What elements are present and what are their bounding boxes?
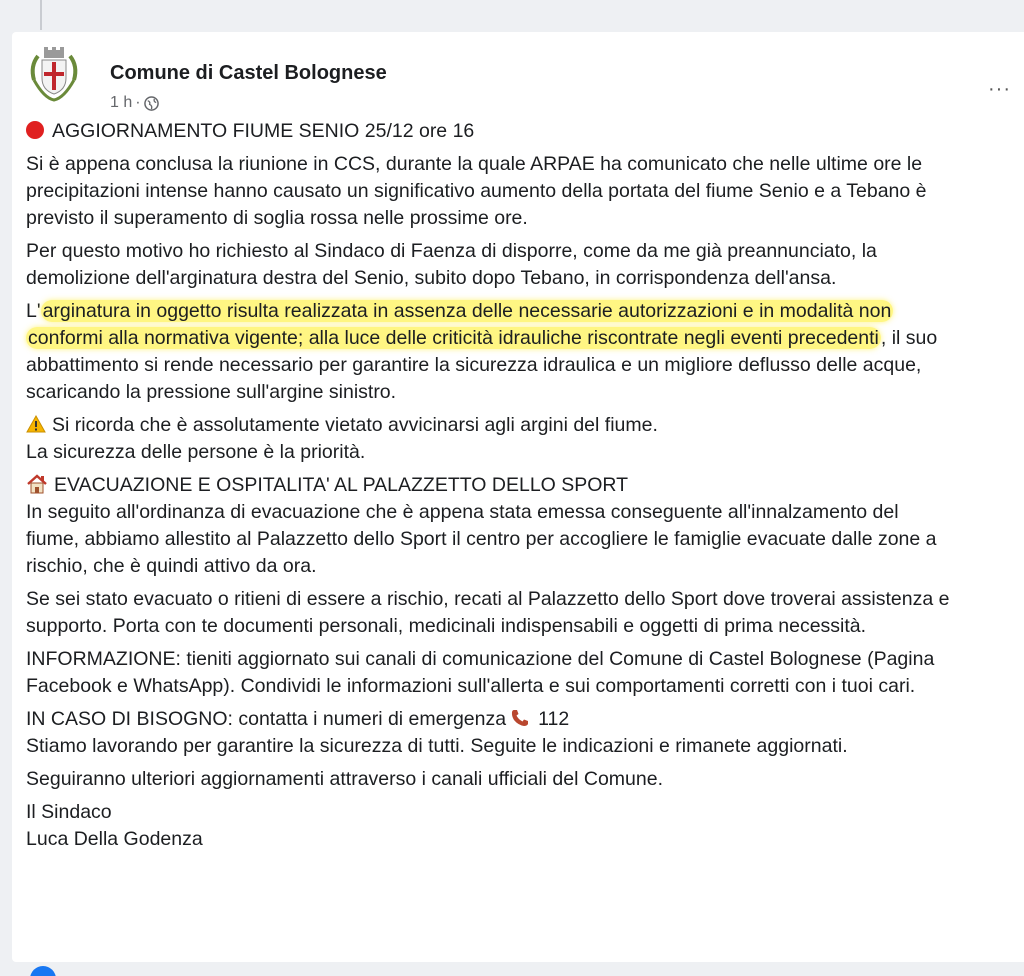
paragraph-line: Stiamo lavorando per garantire la sicurezza di tutti. Seguite le indicazioni e rimanete aggiornati. [26,735,848,757]
evacuation-title: EVACUAZIONE E OSPITALITA' AL PALAZZETTO DELLO SPORT [54,474,629,496]
red-circle-icon [26,121,44,139]
paragraph-6 [26,646,1024,700]
paragraph-line: Se sei stato evacuato o ritieni di essere a rischio, recati al Palazzetto dello Sport dove troverai assistenza e [26,588,950,610]
paragraph-line: demolizione dell'arginatura destra del Senio, subito dopo Tebano, in corrispondenza dell'ansa. [26,267,837,289]
text-segment: , il suo [880,327,938,349]
post-meta [110,94,159,112]
paragraph-3 [26,298,1024,406]
signature-role: Il Sindaco [26,801,112,823]
paragraph-8: Seguiranno ulteriori aggiornamenti attraverso i canali ufficiali del Comune. [26,768,663,790]
meta-separator: · [135,94,141,111]
post-title-line [26,118,1024,145]
paragraph-line [26,412,1024,439]
post-title: AGGIORNAMENTO FIUME SENIO 25/12 ore 16 [52,120,475,142]
post-body [26,118,1024,853]
globe-icon[interactable] [144,96,159,111]
paragraph-line: La sicurezza delle persone è la priorità. [26,441,366,463]
facebook-post [12,32,1024,962]
signature [26,799,1024,853]
warning-icon [26,414,46,432]
paragraph-line: scaricando la pressione sull'argine sinistro. [26,381,397,403]
text-segment: IN CASO DI BISOGNO: contatta i numeri di emergenza [26,708,507,730]
highlighted-text: conformi alla normativa vigente; alla luce delle criticità idrauliche riscontrate negli eventi precedenti [28,327,879,349]
page-name-link[interactable]: Comune di Castel Bolognese [110,62,387,84]
more-options-button[interactable]: ··· [988,78,1011,100]
paragraph-line: In seguito all'ordinanza di evacuazione che è appena stata emessa conseguente all'innalzamento del [26,501,899,523]
signature-name: Luca Della Godenza [26,828,203,850]
emergency-number: 112 [538,708,570,730]
evacuation-title-line [26,472,1024,499]
reaction-icon [30,966,56,976]
house-icon [26,474,48,494]
paragraph-line [26,298,1024,325]
coat-of-arms-avatar[interactable] [24,44,84,106]
paragraph-line: previsto il superamento di soglia rossa nelle prossime ore. [26,207,528,229]
paragraph-2 [26,238,1024,292]
paragraph-line: Per questo motivo ho richiesto al Sindaco di Faenza di disporre, come da me già preannunciato, la [26,240,877,262]
paragraph-line [26,706,1024,733]
telephone-icon [510,708,530,728]
paragraph-4 [26,499,1024,580]
paragraph-line: Si è appena conclusa la riunione in CCS, durante la quale ARPAE ha comunicato che nelle ultime ore le [26,153,923,175]
post-header [24,44,1024,111]
text-segment: L' [26,300,41,322]
paragraph-line [26,325,1024,352]
paragraph-line: precipitazioni intense hanno causato un significativo aumento della portata del fiume Senio e a Tebano è [26,180,927,202]
paragraph-line: INFORMAZIONE: tieniti aggiornato sui canali di comunicazione del Comune di Castel Bolognese (Pagina [26,648,935,670]
paragraph-7 [26,706,1024,760]
previous-post-edge [40,0,42,30]
warning-text: Si ricorda che è assolutamente vietato avvicinarsi agli argini del fiume. [52,414,658,436]
paragraph-line: rischio, che è quindi attivo da ora. [26,555,317,577]
warning-block [26,412,1024,466]
paragraph-5 [26,586,1024,640]
paragraph-line: fiume, abbiamo allestito al Palazzetto dello Sport il centro per accogliere le famiglie evacuate dalle zone a [26,528,937,550]
post-timestamp[interactable]: 1 h [110,94,133,111]
paragraph-1 [26,151,1024,232]
paragraph-line: supporto. Porta con te documenti personali, medicinali indispensabili e oggetti di prima necessità. [26,615,867,637]
paragraph-line: Facebook e WhatsApp). Condividi le informazioni sull'allerta e sui comportamenti corretti con i tuoi cari. [26,675,916,697]
highlighted-text: arginatura in oggetto risulta realizzata in assenza delle necessarie autorizzazioni e in modalità non [42,300,892,322]
paragraph-line: abbattimento si rende necessario per garantire la sicurezza idraulica e un migliore deflusso delle acque, [26,354,922,376]
